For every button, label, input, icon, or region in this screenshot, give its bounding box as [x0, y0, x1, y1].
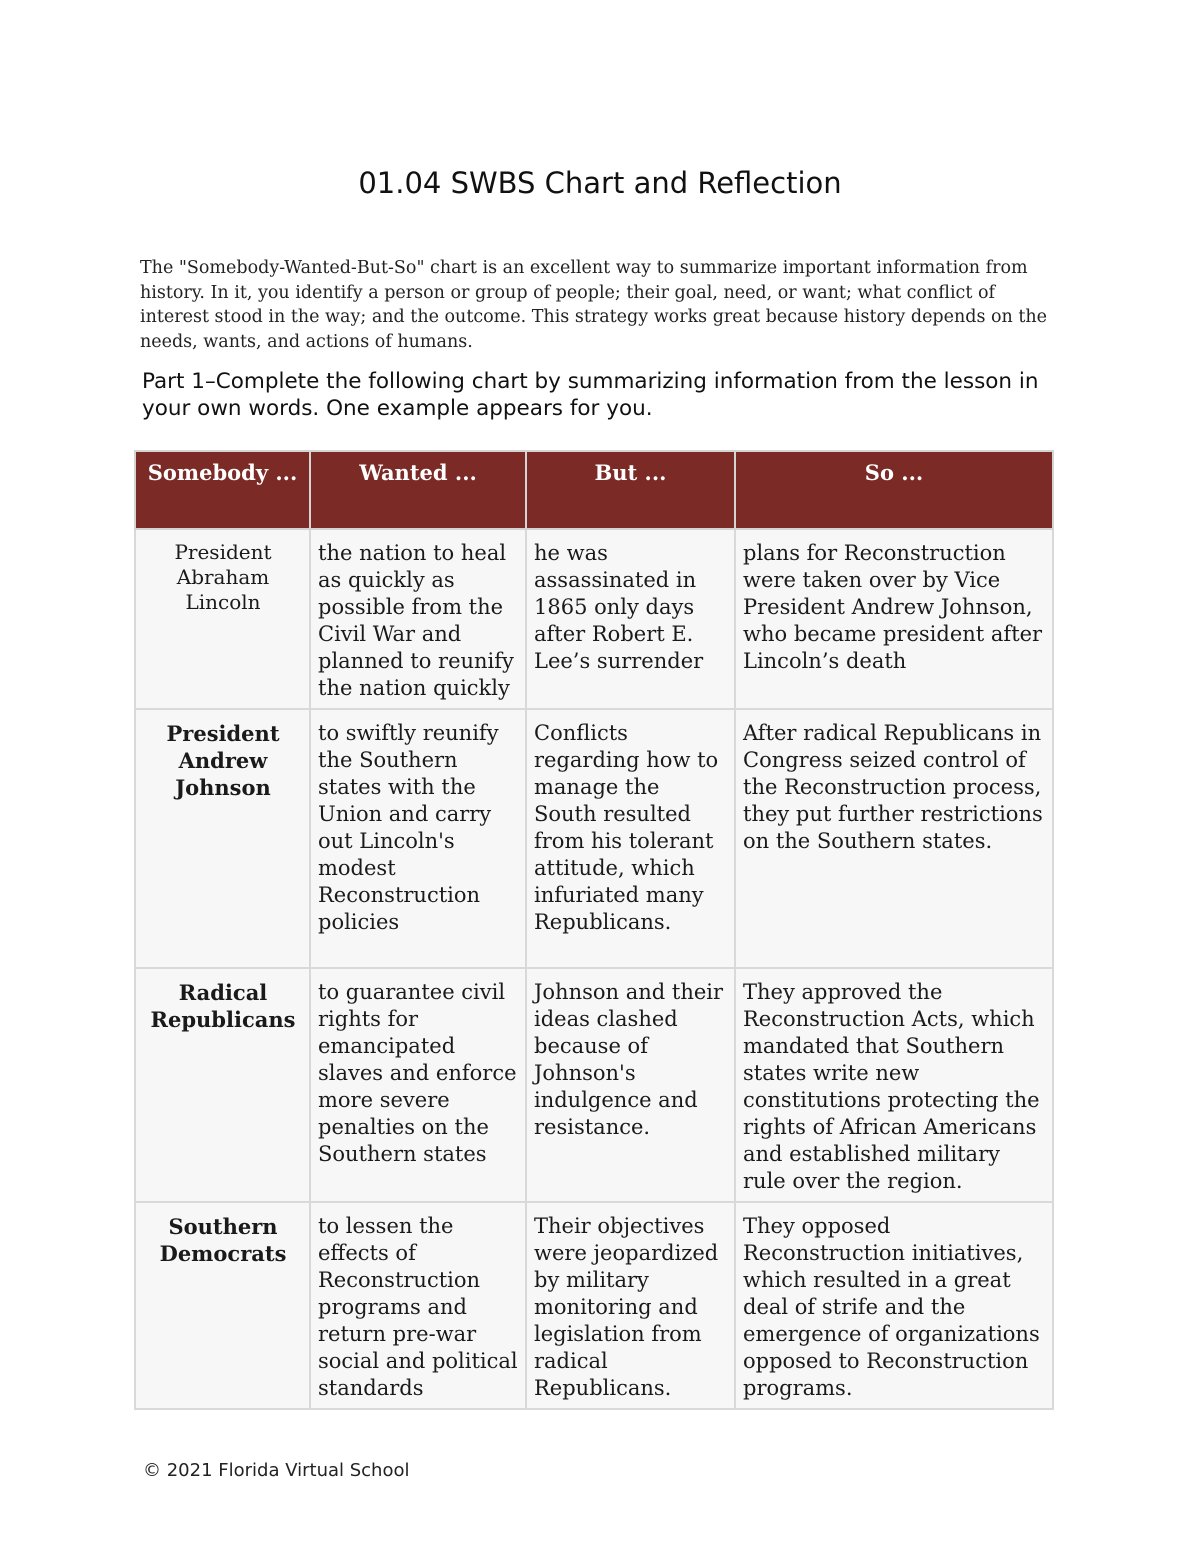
cell-somebody: President Andrew Johnson — [135, 709, 310, 968]
cell-but: Johnson and their ideas clashed because of Johnson's indulgence and resistance. — [526, 968, 735, 1202]
header-but: But ... — [526, 451, 735, 529]
page-title: 01.04 SWBS Chart and Reflection — [358, 166, 842, 200]
cell-so: After radical Republicans in Congress seized control of the Reconstruction process, they put further restrictions on the Southern states. — [735, 709, 1053, 968]
table-row — [135, 968, 1053, 1202]
header-somebody: Somebody ... — [135, 451, 310, 529]
header-wanted: Wanted ... — [310, 451, 526, 529]
cell-so: They approved the Reconstruction Acts, which mandated that Southern states write new constitutions protecting the rights of African Americans and established military rule over the region. — [735, 968, 1053, 1202]
cell-wanted: to guarantee civil rights for emancipated slaves and enforce more severe penalties on the Southern states — [310, 968, 526, 1202]
cell-wanted: the nation to heal as quickly as possible from the Civil War and planned to reunify the nation quickly — [310, 529, 526, 709]
table-row — [135, 1202, 1053, 1409]
cell-but: he was assassinated in 1865 only days after Robert E. Lee’s surrender — [526, 529, 735, 709]
cell-wanted: to swiftly reunify the Southern states with the Union and carry out Lincoln's modest Reconstruction policies — [310, 709, 526, 968]
swbs-table — [134, 450, 1054, 1410]
header-so: So ... — [735, 451, 1053, 529]
table-header-row — [135, 451, 1053, 529]
table-row — [135, 709, 1053, 968]
cell-somebody: President Abraham Lincoln — [135, 529, 310, 709]
table-row — [135, 529, 1053, 709]
cell-so: plans for Reconstruction were taken over by Vice President Andrew Johnson, who became president after Lincoln’s death — [735, 529, 1053, 709]
cell-but: Conflicts regarding how to manage the South resulted from his tolerant attitude, which infuriated many Republicans. — [526, 709, 735, 968]
cell-wanted: to lessen the effects of Reconstruction programs and return pre-war social and political standards — [310, 1202, 526, 1409]
copyright-footer: © 2021 Florida Virtual School — [143, 1460, 410, 1481]
cell-somebody: Southern Democrats — [135, 1202, 310, 1409]
cell-but: Their objectives were jeopardized by military monitoring and legislation from radical Republicans. — [526, 1202, 735, 1409]
cell-so: They opposed Reconstruction initiatives, which resulted in a great deal of strife and the emergence of organizations opposed to Reconstruction programs. — [735, 1202, 1053, 1409]
intro-paragraph: The "Somebody-Wanted-But-So" chart is an excellent way to summarize important information from history. In it, you identify a person or group of people; their goal, need, or want; what conflict of interest stood in the way; and the outcome. This strategy works great because history depends on the needs, wants, and actions of humans. — [140, 258, 1048, 352]
cell-somebody: Radical Republicans — [135, 968, 310, 1202]
part1-heading: Part 1–Complete the following chart by summarizing information from the lesson in your own words. One example appears for you. — [142, 369, 1039, 421]
